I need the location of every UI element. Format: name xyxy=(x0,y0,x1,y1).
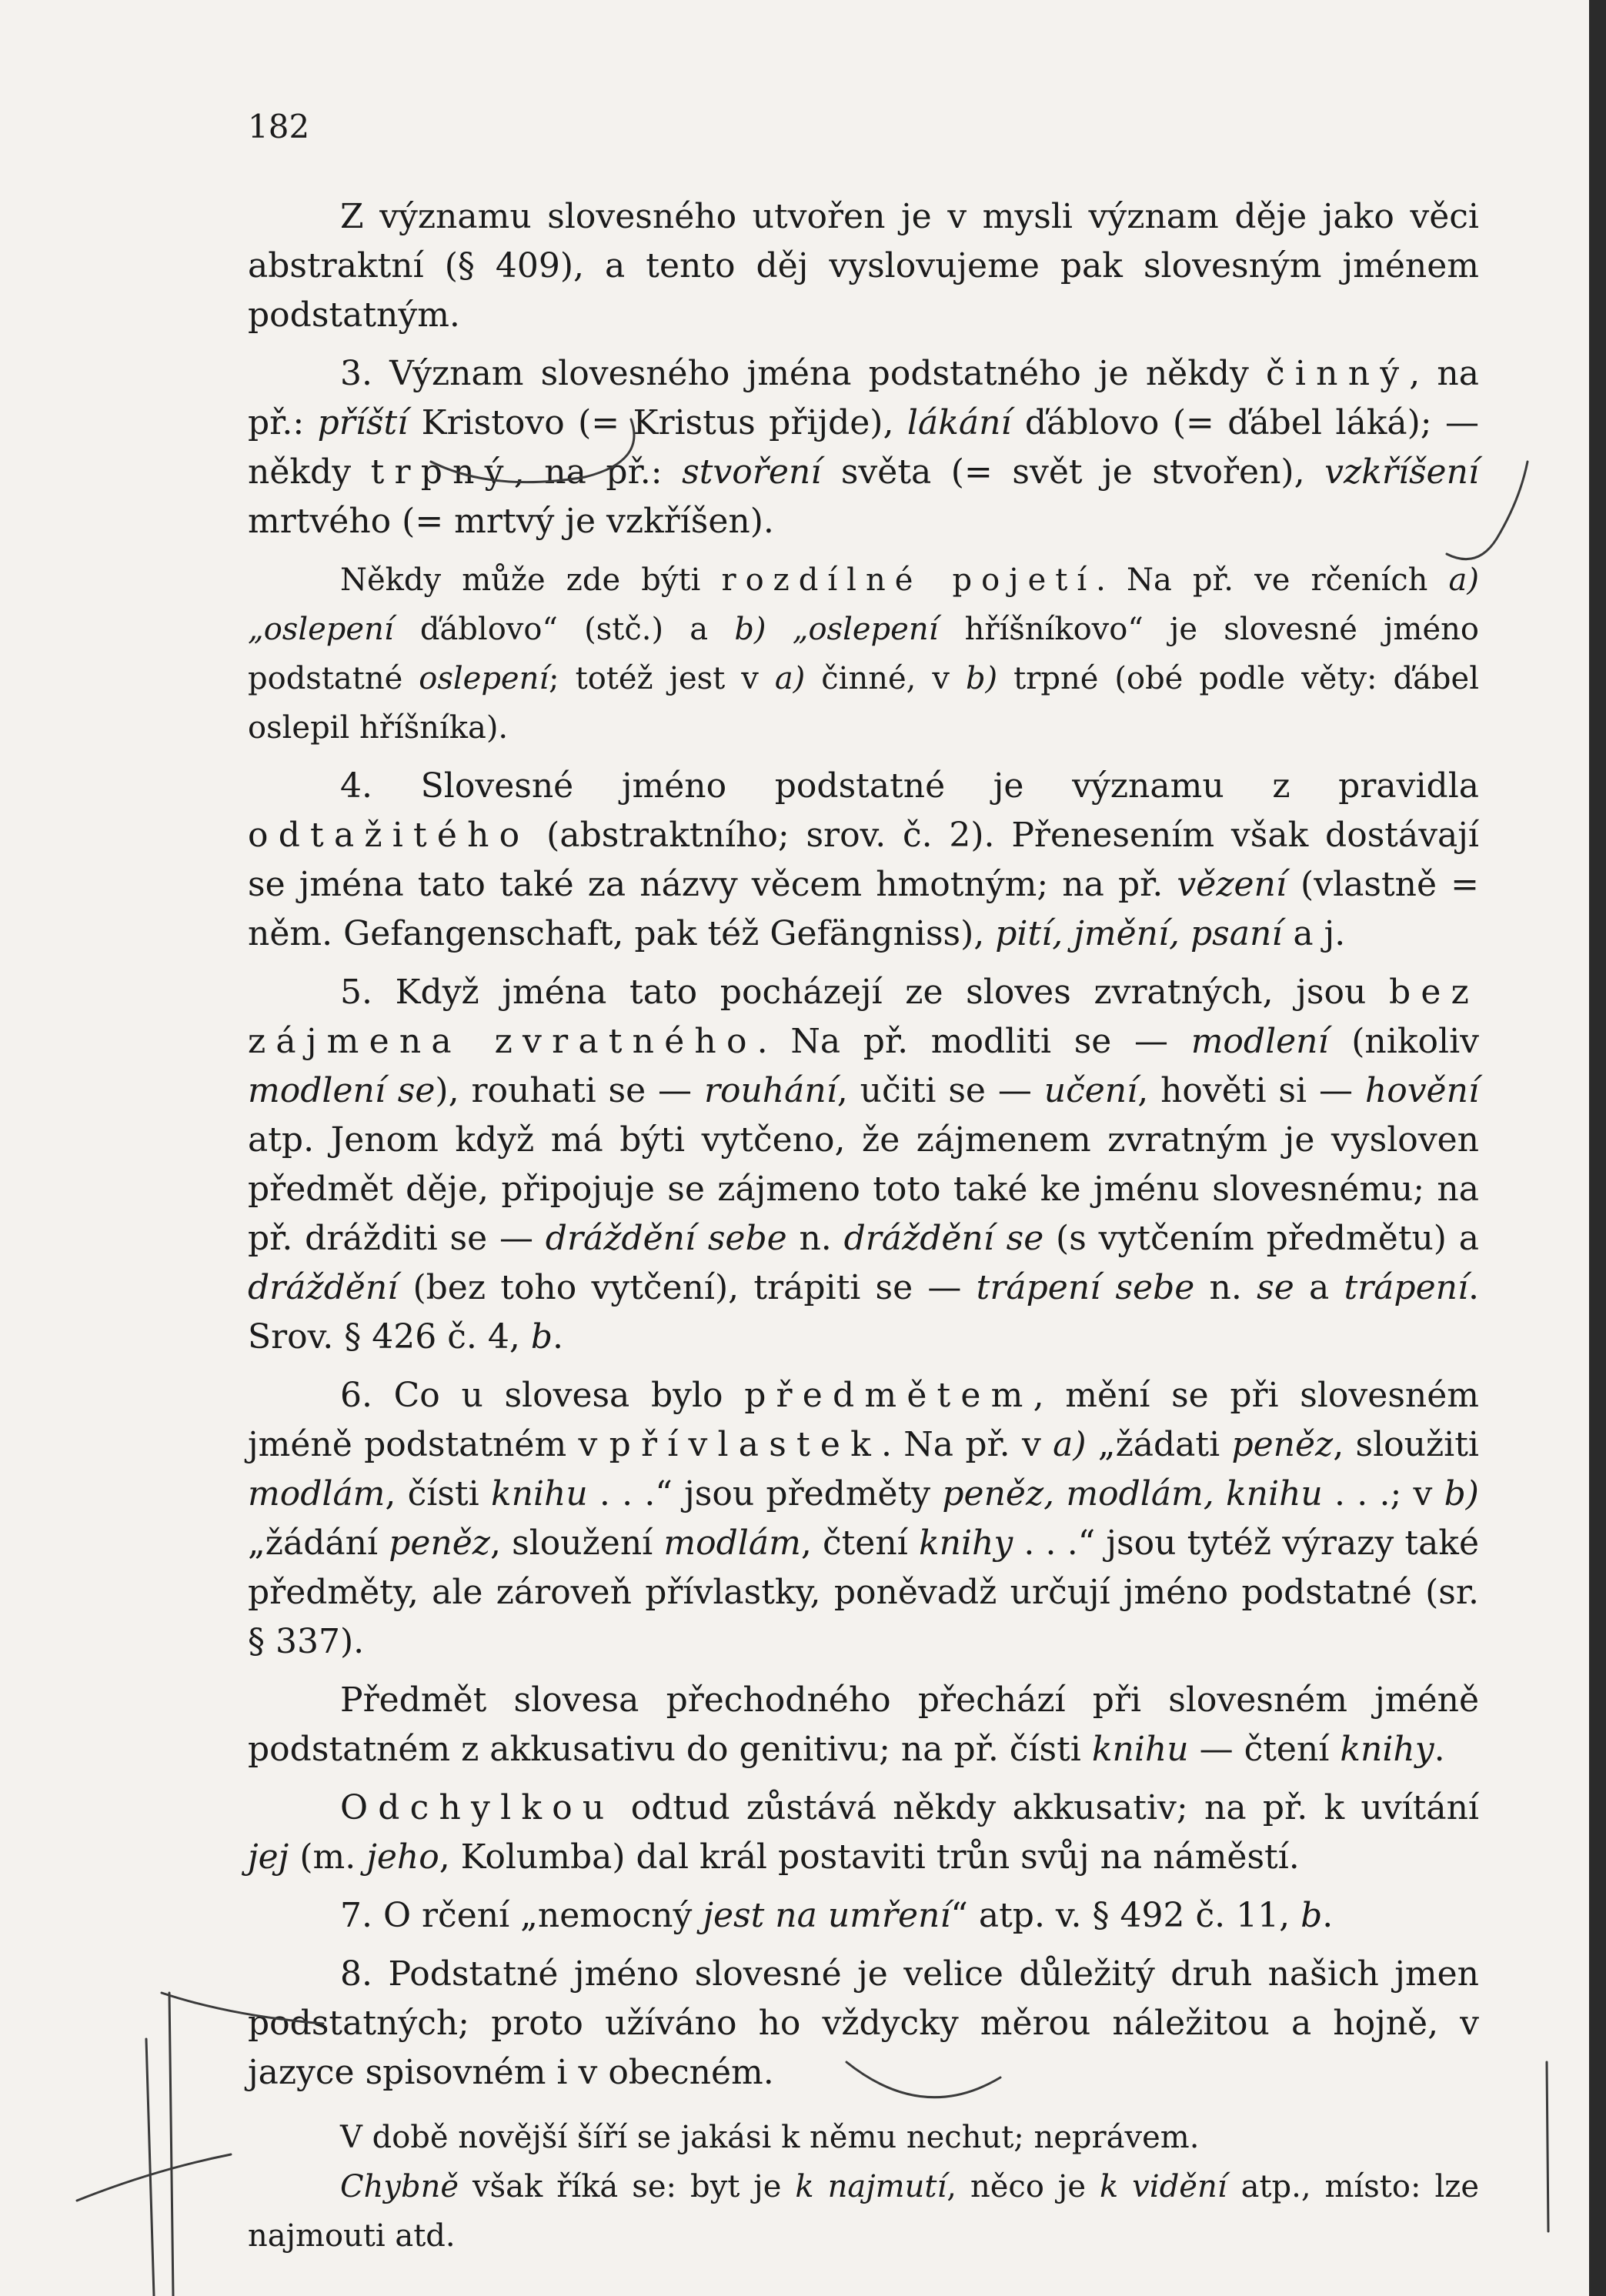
paragraph-5: 5. Když jména tato pocházejí ze sloves zvratných, jsou bez zájmena zvratného. Na př. modliti se — modlení (nikoliv modlení se), rouhati se — rouhání, učiti se — učení, hověti si — hovění atp. Jenom když má býti vytčeno, že zájmenem zvratným je vysloven předmět děje, připojuje se zájmeno toto také ke jménu slovesnému; na př. drážditi se — dráždění sebe n. dráždění se (s vytčením předmětu) a dráždění (bez toho vytčení), trápiti se — trápení sebe n. se a trápení. Srov. § 426 č. 4, b. xyxy=(248,973,1480,1357)
paragraph-7: Předmět slovesa přechodného přechází při slovesném jméně podstatném z akkusativu do genitivu; na př. čísti knihu — čtení knihy. xyxy=(248,1680,1479,1769)
paragraph-3: Někdy může zde býti rozdílné pojetí. Na př. ve rčeních a) „oslepení ďáblovo“ (stč.) a b) „oslepení hříšníkovo“ je slovesné jméno podstatné oslepení; totéž jest v a) činné, v b) trpné (obé podle věty: ďábel oslepil hříšníka). xyxy=(248,562,1479,746)
annotation-bracket-left-2 xyxy=(146,2039,154,2296)
paragraph-1: Z významu slovesného utvořen je v mysli význam děje jako věci abstraktní (§ 409), a tento děj vyslovujeme pak slovesným jménem podstatným. xyxy=(248,197,1479,335)
paragraph-8: Odchylkou odtud zůstává někdy akkusativ; na př. k uvítání jej (m. jeho, Kolumba) dal král postaviti trůn svůj na náměstí. xyxy=(248,1788,1479,1877)
annotation-bracket-left xyxy=(169,1993,173,2296)
paragraph-11: V době novější šíří se jakási k němu nechut; neprávem. xyxy=(340,2120,1200,2155)
annotation-margin-line-right xyxy=(1547,2062,1548,2231)
body-text xyxy=(248,192,1479,2270)
paragraph-10: 8. Podstatné jméno slovesné je velice důležitý druh našich jmen podstatných; proto užíváno ho vždycky měrou náležitou a hojně, v jazyce spisovném i v obecném. xyxy=(248,1954,1479,2092)
paragraph-6: 6. Co u slovesa bylo předmětem, mění se při slovesném jméně podstatném v přívlastek. Na př. v a) „žádati peněz, sloužiti modlám, čísti knihu . . .“ jsou předměty peněz, modlám, knihu . . .; v b) „žádání peněz, sloužení modlám, čtení knihy . . .“ jsou tytéž výrazy také předměty, ale zároveň přívlastky, poněvadž určují jméno podstatné (sr. § 337). xyxy=(248,1376,1480,1661)
page-edge xyxy=(1589,0,1606,2296)
annotation-cross xyxy=(77,2154,231,2201)
paragraph-4: 4. Slovesné jméno podstatné je významu z pravidla odtažitého (abstraktního; srov. č. 2). Přenesením však dostávají se jména tato také za názvy věcem hmotným; na př. vězení (vlastně = něm. Gefangenschaft, pak též Gefängniss), pití, jmění, psaní a j. xyxy=(248,766,1479,953)
paragraph-12: Chybně však říká se: byt je k najmutí, něco je k vidění atp., místo: lze najmouti atd. xyxy=(248,2169,1480,2254)
paragraph-2: 3. Význam slovesného jména podstatného je někdy činný, na př.: příští Kristovo (= Kristus přijde), lákání ďáblovo (= ďábel láká); — někdy trpný, na př.: stvoření světa (= svět je stvořen), vzkříšení mrtvého (= mrtvý je vzkříšen). xyxy=(248,354,1479,541)
page-number: 182 xyxy=(248,108,310,145)
paragraph-9: 7. O rčení „nemocný jest na umření“ atp. v. § 492 č. 11, b. xyxy=(340,1896,1334,1935)
